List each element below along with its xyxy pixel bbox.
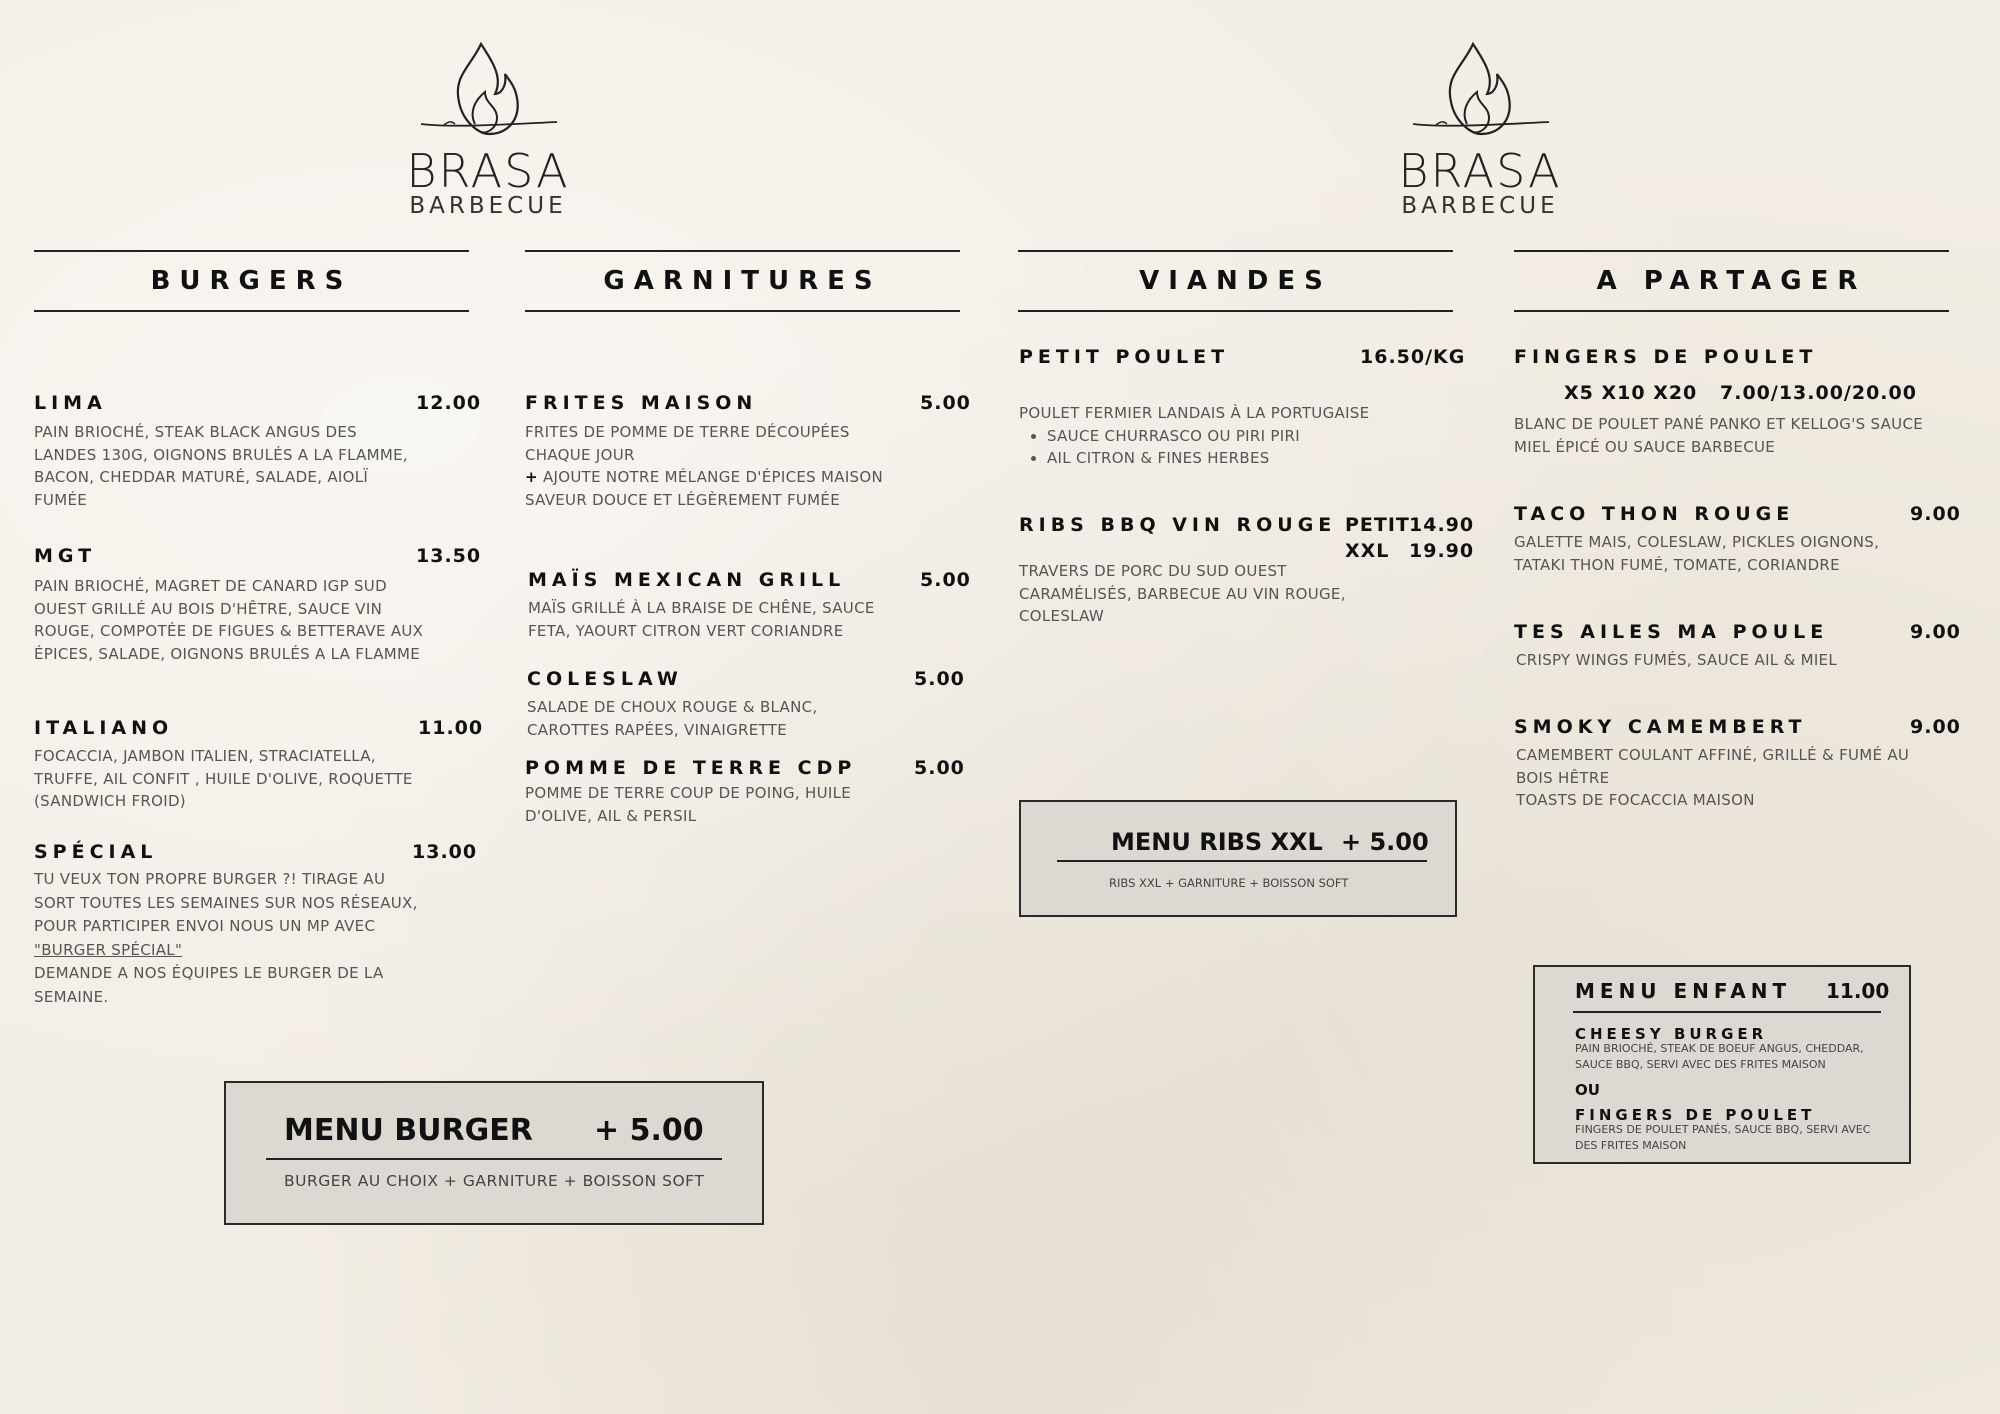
item-name-fingers: FINGERS DE POULET — [1514, 346, 1818, 368]
item-desc-mgt: PAIN BRIOCHÉ, MAGRET DE CANARD IGP SUD OUEST GRILLÉ AU BOIS D'HÊTRE, SAUCE VIN ROUGE, COMPOTÉE DE FIGUES & BETTERAVE AUX ÉPICES, SALADE, OIGNONS BRULÉS A LA FLAMME — [34, 577, 424, 663]
item-size-ribs-xxl: XXL — [1345, 540, 1390, 562]
section-title: GARNITURES — [603, 266, 882, 296]
kid-option-separator: OU — [1575, 1081, 1600, 1099]
special-desc-text-2: DEMANDE A NOS ÉQUIPES LE BURGER DE LA SEMAINE. — [34, 964, 384, 1006]
brand-name: BRASA — [406, 144, 570, 198]
menu-ribs-box — [1019, 800, 1457, 917]
section-title: BURGERS — [150, 266, 353, 296]
item-price-lima: 12.00 — [416, 392, 482, 414]
item-name-special: SPÉCIAL — [34, 841, 158, 863]
item-desc-mais: MAÏS GRILLÉ À LA BRAISE DE CHÊNE, SAUCE FETA, YAOURT CITRON VERT CORIANDRE — [528, 599, 875, 640]
item-name-coleslaw: COLESLAW — [527, 668, 683, 690]
item-name-camembert: SMOKY CAMEMBERT — [1514, 716, 1807, 738]
section-header-garnitures — [525, 250, 960, 312]
plus-icon: + — [525, 468, 538, 486]
item-sizes-fingers: X5 X10 X20 — [1564, 382, 1698, 404]
item-price-taco: 9.00 — [1910, 503, 1961, 525]
item-name-petit-poulet: PETIT POULET — [1019, 346, 1230, 368]
item-price-pomme: 5.00 — [914, 757, 965, 779]
logo-right — [1380, 36, 1580, 218]
flame-icon — [1405, 36, 1555, 148]
item-price-special: 13.00 — [412, 841, 478, 863]
logo-left — [388, 36, 588, 218]
section-title: VIANDES — [1139, 266, 1332, 296]
item-name-ribs: RIBS BBQ VIN ROUGE — [1019, 514, 1337, 536]
item-desc-lima: PAIN BRIOCHÉ, STEAK BLACK ANGUS DES LANDES 130G, OIGNONS BRULÉS A LA FLAMME, BACON, CHEDDAR MATURÉ, SALADE, AIOLÏ FUMÉE — [34, 423, 408, 509]
item-price-ailes: 9.00 — [1910, 621, 1961, 643]
brand-tagline: BARBECUE — [1401, 193, 1559, 219]
section-title: A PARTAGER — [1596, 266, 1867, 296]
poulet-desc-text: POULET FERMIER LANDAIS À LA PORTUGAISE — [1019, 404, 1370, 422]
kid-option-fingers-desc: FINGERS DE POULET PANÉS, SAUCE BBQ, SERVI AVEC DES FRITES MAISON — [1575, 1123, 1871, 1152]
menu-enfant-box — [1533, 965, 1911, 1164]
brand-name: BRASA — [1398, 144, 1562, 198]
item-desc-frites — [525, 421, 895, 511]
flame-icon — [413, 36, 563, 148]
special-link: "BURGER SPÉCIAL" — [34, 940, 183, 959]
camembert-desc-text-2: TOASTS DE FOCACCIA MAISON — [1516, 791, 1755, 809]
item-price-coleslaw: 5.00 — [914, 668, 965, 690]
frites-desc-text: FRITES DE POMME DE TERRE DÉCOUPÉES CHAQUE JOUR — [525, 423, 850, 464]
item-desc-pomme: POMME DE TERRE COUP DE POING, HUILE D'OLIVE, AIL & PERSIL — [525, 784, 852, 825]
menu-ribs-price: + 5.00 — [1341, 828, 1429, 856]
kid-option-cheesy-burger: CHEESY BURGER — [1575, 1025, 1768, 1043]
item-name-lima: LIMA — [34, 392, 107, 414]
item-name-italiano: ITALIANO — [34, 717, 174, 739]
divider — [266, 1158, 722, 1160]
item-desc-camembert — [1516, 744, 1916, 812]
item-price-frites: 5.00 — [920, 392, 971, 414]
item-price-camembert: 9.00 — [1910, 716, 1961, 738]
item-name-mais: MAÏS MEXICAN GRILL — [528, 569, 846, 591]
item-price-ribs-petit: 14.90 — [1409, 514, 1475, 536]
item-desc-special — [34, 868, 424, 1009]
kid-option-cheesy-desc: PAIN BRIOCHÉ, STEAK DE BOEUF ANGUS, CHEDDAR, SAUCE BBQ, SERVI AVEC DES FRITES MAISON — [1575, 1042, 1864, 1071]
item-prices-fingers: 7.00/13.00/20.00 — [1720, 382, 1917, 404]
menu-ribs-title: MENU RIBS XXL — [1111, 828, 1323, 856]
item-desc-fingers: BLANC DE POULET PANÉ PANKO ET KELLOG'S SAUCE MIEL ÉPICÉ OU SAUCE BARBECUE — [1514, 415, 1924, 456]
item-name-pomme: POMME DE TERRE CDP — [525, 757, 857, 779]
item-desc-coleslaw: SALADE DE CHOUX ROUGE & BLANC, CAROTTES RAPÉES, VINAIGRETTE — [527, 698, 818, 739]
camembert-desc-text: CAMEMBERT COULANT AFFINÉ, GRILLÉ & FUMÉ AU BOIS HÊTRE — [1516, 746, 1910, 787]
menu-burger-price: + 5.00 — [594, 1113, 704, 1148]
list-item: • AIL CITRON & FINES HERBES — [1047, 447, 1439, 470]
item-desc-ailes: CRISPY WINGS FUMÉS, SAUCE AIL & MIEL — [1516, 651, 1837, 669]
item-name-ailes: TES AILES MA POULE — [1514, 621, 1829, 643]
menu-burger-title: MENU BURGER — [284, 1113, 533, 1148]
special-desc-text: TU VEUX TON PROPRE BURGER ?! TIRAGE AU SORT TOUTES LES SEMAINES SUR NOS RÉSEAUX, POUR PARTICIPER ENVOI NOUS UN MP AVEC — [34, 870, 418, 935]
item-name-mgt: MGT — [34, 545, 97, 567]
item-desc-ribs: TRAVERS DE PORC DU SUD OUEST CARAMÉLISÉS, BARBECUE AU VIN ROUGE, COLESLAW — [1019, 562, 1346, 625]
section-header-burgers — [34, 250, 469, 312]
item-desc-taco: GALETTE MAIS, COLESLAW, PICKLES OIGNONS, TATAKI THON FUMÉ, TOMATE, CORIANDRE — [1514, 533, 1880, 574]
kid-option-fingers: FINGERS DE POULET — [1575, 1106, 1816, 1124]
menu-enfant-title: MENU ENFANT — [1575, 979, 1792, 1003]
item-price-ribs-xxl: 19.90 — [1409, 540, 1475, 562]
divider — [1573, 1011, 1881, 1013]
list-item: • SAUCE CHURRASCO OU PIRI PIRI — [1047, 425, 1439, 448]
section-header-partager — [1514, 250, 1949, 312]
item-price-italiano: 11.00 — [418, 717, 484, 739]
item-size-ribs-petit: PETIT — [1345, 514, 1410, 536]
section-header-viandes — [1018, 250, 1453, 312]
item-name-taco: TACO THON ROUGE — [1514, 503, 1795, 525]
divider — [1057, 860, 1427, 862]
item-name-frites: FRITES MAISON — [525, 392, 758, 414]
item-price-mgt: 13.50 — [416, 545, 482, 567]
frites-desc-extra: AJOUTE NOTRE MÉLANGE D'ÉPICES MAISON SAVEUR DOUCE ET LÉGÈREMENT FUMÉE — [525, 468, 883, 509]
menu-burger-box — [224, 1081, 764, 1225]
item-desc-italiano: FOCACCIA, JAMBON ITALIEN, STRACIATELLA, TRUFFE, AIL CONFIT , HUILE D'OLIVE, ROQUETTE (SANDWICH FROID) — [34, 747, 413, 810]
item-price-mais: 5.00 — [920, 569, 971, 591]
brand-tagline: BARBECUE — [409, 193, 567, 219]
poulet-options-list — [1019, 425, 1439, 470]
menu-enfant-price: 11.00 — [1826, 979, 1890, 1003]
item-desc-petit-poulet — [1019, 402, 1439, 470]
menu-ribs-desc: RIBS XXL + GARNITURE + BOISSON SOFT — [1109, 876, 1349, 890]
menu-burger-desc: BURGER AU CHOIX + GARNITURE + BOISSON SOFT — [284, 1172, 705, 1190]
item-price-petit-poulet: 16.50/KG — [1360, 346, 1466, 368]
